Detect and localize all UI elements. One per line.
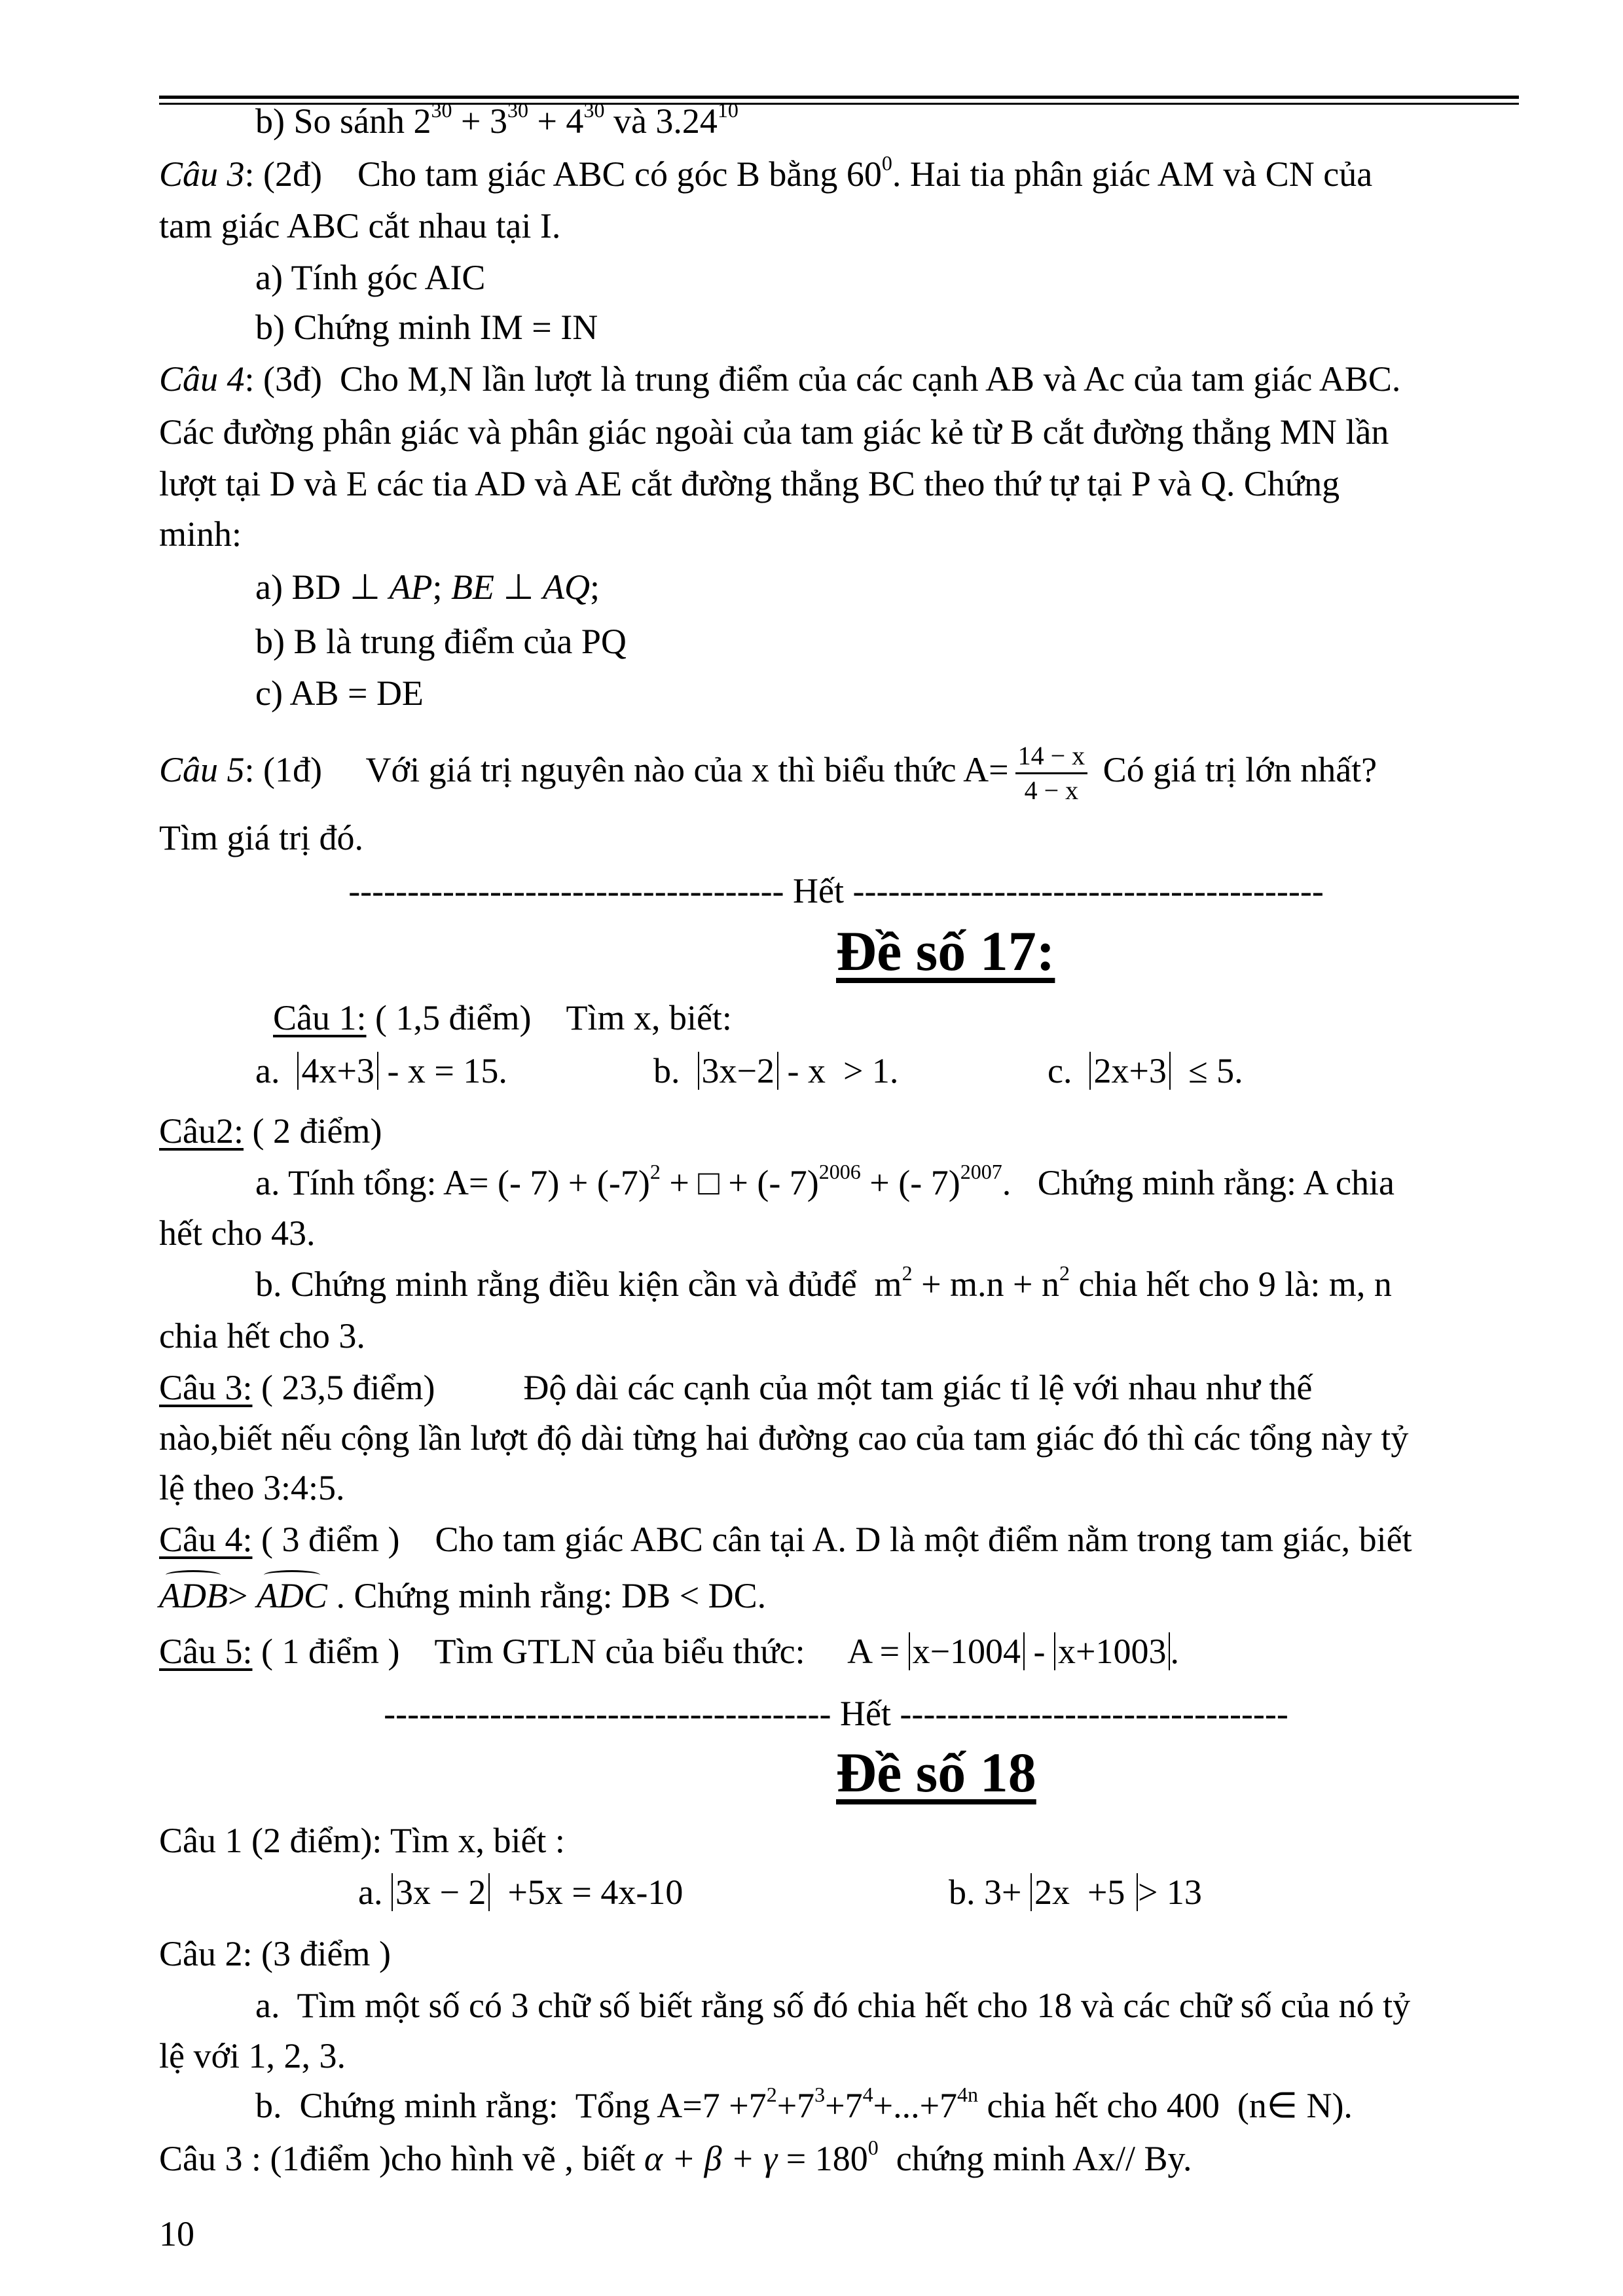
text-run: nào,biết nếu cộng lần lượt độ dài từng hai đường cao của tam giác đó thì các tổng này tỷ xyxy=(159,1418,1409,1458)
text-run: + □ + (- 7) xyxy=(660,1163,819,1202)
text-run: . xyxy=(1170,1632,1179,1671)
text-run: hết cho 43. xyxy=(159,1213,316,1253)
text-run: ( 1 điểm ) Tìm GTLN của biểu thức: A = xyxy=(252,1632,909,1671)
text-run: a. xyxy=(358,1873,392,1912)
text-run: + 4 xyxy=(528,101,584,141)
text-run: +5x = 4x-10 xyxy=(490,1873,684,1912)
text-run: - xyxy=(1025,1632,1055,1671)
text-run: Câu 3 : (1điểm )cho hình vẽ , biết xyxy=(159,2139,644,2178)
text-run: a) BD ⊥ xyxy=(255,567,390,607)
text-run: Câu2: xyxy=(159,1111,244,1151)
text-run: chứng minh Ax// By. xyxy=(878,2139,1192,2178)
superscript: 2 xyxy=(649,1160,661,1183)
text-line xyxy=(159,1628,1179,1674)
text-run: : (2đ) Cho tam giác ABC có góc B bằng 60 xyxy=(244,154,882,194)
text-line xyxy=(255,1261,1392,1307)
text-run: Câu 1: xyxy=(273,998,367,1037)
text-line xyxy=(159,409,1389,455)
text-run: + (- 7) xyxy=(860,1163,960,1202)
text-line xyxy=(653,1048,898,1094)
text-run: . Hai tia phân giác AM và CN của xyxy=(892,154,1373,194)
text-run: Câu 2: (3 điểm ) xyxy=(159,1934,391,1973)
text-line xyxy=(159,1818,565,1863)
absolute-value: x+1003 xyxy=(1054,1632,1170,1670)
text-run: ( 1,5 điểm) Tìm x, biết: xyxy=(366,998,732,1037)
text-run: minh: xyxy=(159,514,242,554)
text-run: c) AB = DE xyxy=(255,673,424,713)
text-run: a. Tìm một số có 3 chữ số biết rằng số đó chia hết cho 18 và các chữ số của nó tỷ xyxy=(255,1986,1411,2025)
text-run: Câu 5: xyxy=(159,1632,253,1671)
text-line xyxy=(159,151,1372,197)
text-run: a. Tính tổng: A= (- 7) + (-7) xyxy=(255,1163,650,1202)
text-run: lệ với 1, 2, 3. xyxy=(159,2036,346,2075)
text-run: Câu 1 (2 điểm): Tìm x, biết : xyxy=(159,1821,565,1860)
superscript: 2 xyxy=(766,2083,777,2106)
text-run: a. xyxy=(255,1051,298,1090)
text-run: + m.n + n xyxy=(912,1265,1059,1304)
text-line xyxy=(159,815,363,861)
text-run: 10 xyxy=(159,2214,194,2253)
text-line xyxy=(159,1573,766,1619)
text-run: = 180 xyxy=(777,2139,868,2178)
text-line xyxy=(159,356,1400,402)
text-line xyxy=(159,1108,382,1154)
text-run: - x = 15. xyxy=(378,1051,507,1090)
text-run: AQ xyxy=(543,567,591,607)
superscript: 3 xyxy=(814,2083,826,2106)
text-run: Câu 4: xyxy=(159,1520,253,1559)
text-run: +7 xyxy=(776,2086,815,2125)
text-run: b. Chứng minh rằng điều kiện cần và đủđể m xyxy=(255,1265,902,1304)
text-run: BE xyxy=(451,567,494,607)
superscript: 30 xyxy=(583,98,605,122)
text-run: tam giác ABC cắt nhau tại I. xyxy=(159,206,561,245)
text-run: chia hết cho 400 (n∈ N). xyxy=(978,2086,1353,2125)
text-line xyxy=(255,255,485,300)
superscript: 2007 xyxy=(960,1160,1002,1183)
text-line xyxy=(159,203,560,249)
text-line xyxy=(255,304,598,350)
text-line xyxy=(159,1313,365,1359)
text-line xyxy=(159,2211,194,2257)
text-line xyxy=(384,1691,1288,1736)
text-run: Câu 3: xyxy=(159,1368,253,1407)
angle: ADC xyxy=(257,1573,327,1619)
text-run: ≤ 5. xyxy=(1170,1051,1243,1090)
text-run: ⊥ xyxy=(494,567,543,607)
text-line xyxy=(159,1516,1412,1562)
text-run: +7 xyxy=(825,2086,863,2125)
text-line xyxy=(255,670,424,716)
superscript: 30 xyxy=(507,98,528,122)
superscript: 2 xyxy=(1059,1261,1070,1285)
absolute-value: 2x +5 xyxy=(1030,1873,1138,1911)
text-line xyxy=(358,1869,683,1915)
absolute-value: 2x+3 xyxy=(1089,1052,1170,1090)
angle: ADB xyxy=(159,1573,228,1619)
superscript: 2 xyxy=(902,1261,913,1285)
text-run: Có giá trị lớn nhất? xyxy=(1094,749,1377,789)
absolute-value: 4x+3 xyxy=(297,1052,378,1090)
text-run: ( 23,5 điểm) Độ dài các cạnh của một tam giác tỉ lệ với nhau như thế xyxy=(252,1368,1313,1407)
text-run: - x > 1. xyxy=(778,1051,899,1090)
text-run: -------------------------------------- Hết --------------------------------- xyxy=(384,1694,1288,1733)
text-run: ; xyxy=(590,567,600,607)
text-line xyxy=(255,1048,507,1094)
text-line xyxy=(273,995,732,1041)
text-line xyxy=(255,2083,1353,2128)
text-run: . Chứng minh rằng: DB < DC. xyxy=(327,1576,767,1615)
text-line xyxy=(159,1365,1312,1410)
text-run: AP xyxy=(389,567,433,607)
text-run: b. 3+ xyxy=(949,1873,1030,1912)
text-run: Đề số 18 xyxy=(836,1741,1036,1804)
fraction xyxy=(1015,740,1088,807)
text-line xyxy=(255,1160,1395,1206)
text-run: b) So sánh 2 xyxy=(255,101,431,141)
absolute-value: 3x−2 xyxy=(698,1052,778,1090)
text-line xyxy=(348,868,1324,914)
text-run: ( 2 điểm) xyxy=(244,1111,382,1151)
text-run: +...+7 xyxy=(873,2086,958,2125)
text-run: Câu 5 xyxy=(159,749,245,789)
text-line xyxy=(255,564,600,610)
text-run: > xyxy=(227,1576,257,1615)
text-run: b. xyxy=(653,1051,698,1090)
text-line xyxy=(255,1982,1410,2028)
text-run: b. Chứng minh rằng: Tổng A=7 +7 xyxy=(255,2086,767,2125)
fraction-denominator: 4 − x xyxy=(1024,776,1079,805)
exam-heading xyxy=(836,1740,1036,1805)
text-run: + 3 xyxy=(452,101,507,141)
text-line xyxy=(159,1931,391,1977)
text-run: ; xyxy=(432,567,452,607)
text-run: Câu 4 xyxy=(159,359,245,399)
text-run: : (1đ) Với giá trị nguyên nào của x thì biểu thức A= xyxy=(244,749,1009,789)
exam-heading xyxy=(836,918,1055,984)
text-run: ------------------------------------- Hết ---------------------------------------- xyxy=(348,871,1324,910)
superscript: 0 xyxy=(867,2136,879,2159)
text-line xyxy=(159,2136,1192,2181)
superscript: 4n xyxy=(957,2083,979,2106)
text-run: và 3.24 xyxy=(604,101,718,141)
text-line xyxy=(255,98,739,144)
text-run: ( 3 điểm ) Cho tam giác ABC cân tại A. D là một điểm nằm trong tam giác, biết xyxy=(252,1520,1412,1559)
text-line xyxy=(159,740,1377,805)
superscript: 4 xyxy=(862,2083,873,2106)
text-run: c. xyxy=(1048,1051,1090,1090)
text-run: lệ theo 3:4:5. xyxy=(159,1468,345,1507)
text-run: chia hết cho 3. xyxy=(159,1316,365,1355)
absolute-value: 3x − 2 xyxy=(392,1873,490,1911)
text-run: b) B là trung điểm của PQ xyxy=(255,622,627,661)
text-line xyxy=(159,2033,346,2079)
fraction-numerator: 14 − x xyxy=(1015,740,1088,774)
superscript: 10 xyxy=(717,98,739,122)
text-run: : (3đ) Cho M,N lần lượt là trung điểm của các cạnh AB và Ac của tam giác ABC. xyxy=(244,359,1401,399)
text-run: α + β + γ xyxy=(644,2139,778,2178)
text-line xyxy=(949,1869,1202,1915)
text-run: chia hết cho 9 là: m, n xyxy=(1069,1265,1392,1304)
text-line xyxy=(1048,1048,1243,1094)
text-run: lượt tại D và E các tia AD và AE cắt đường thẳng BC theo thứ tự tại P và Q. Chứng xyxy=(159,464,1340,503)
text-run: Tìm giá trị đó. xyxy=(159,818,363,857)
text-run: . Chứng minh rằng: A chia xyxy=(1002,1163,1395,1202)
text-run: Đề số 17: xyxy=(836,920,1055,982)
text-line xyxy=(159,511,242,557)
text-line xyxy=(159,1415,1408,1461)
superscript: 0 xyxy=(881,151,892,175)
text-run: b) Chứng minh IM = IN xyxy=(255,308,598,347)
text-line xyxy=(255,619,627,664)
superscript: 2006 xyxy=(818,1160,861,1183)
text-run: a) Tính góc AIC xyxy=(255,258,486,297)
text-line xyxy=(159,1465,344,1511)
text-line xyxy=(159,1210,315,1256)
text-run: Các đường phân giác và phân giác ngoài của tam giác kẻ từ B cắt đường thẳng MN lần xyxy=(159,412,1389,452)
absolute-value: x−1004 xyxy=(909,1632,1025,1670)
text-run: Câu 3 xyxy=(159,154,245,194)
superscript: 30 xyxy=(431,98,452,122)
text-line xyxy=(159,461,1340,507)
text-run: > 13 xyxy=(1137,1873,1202,1912)
